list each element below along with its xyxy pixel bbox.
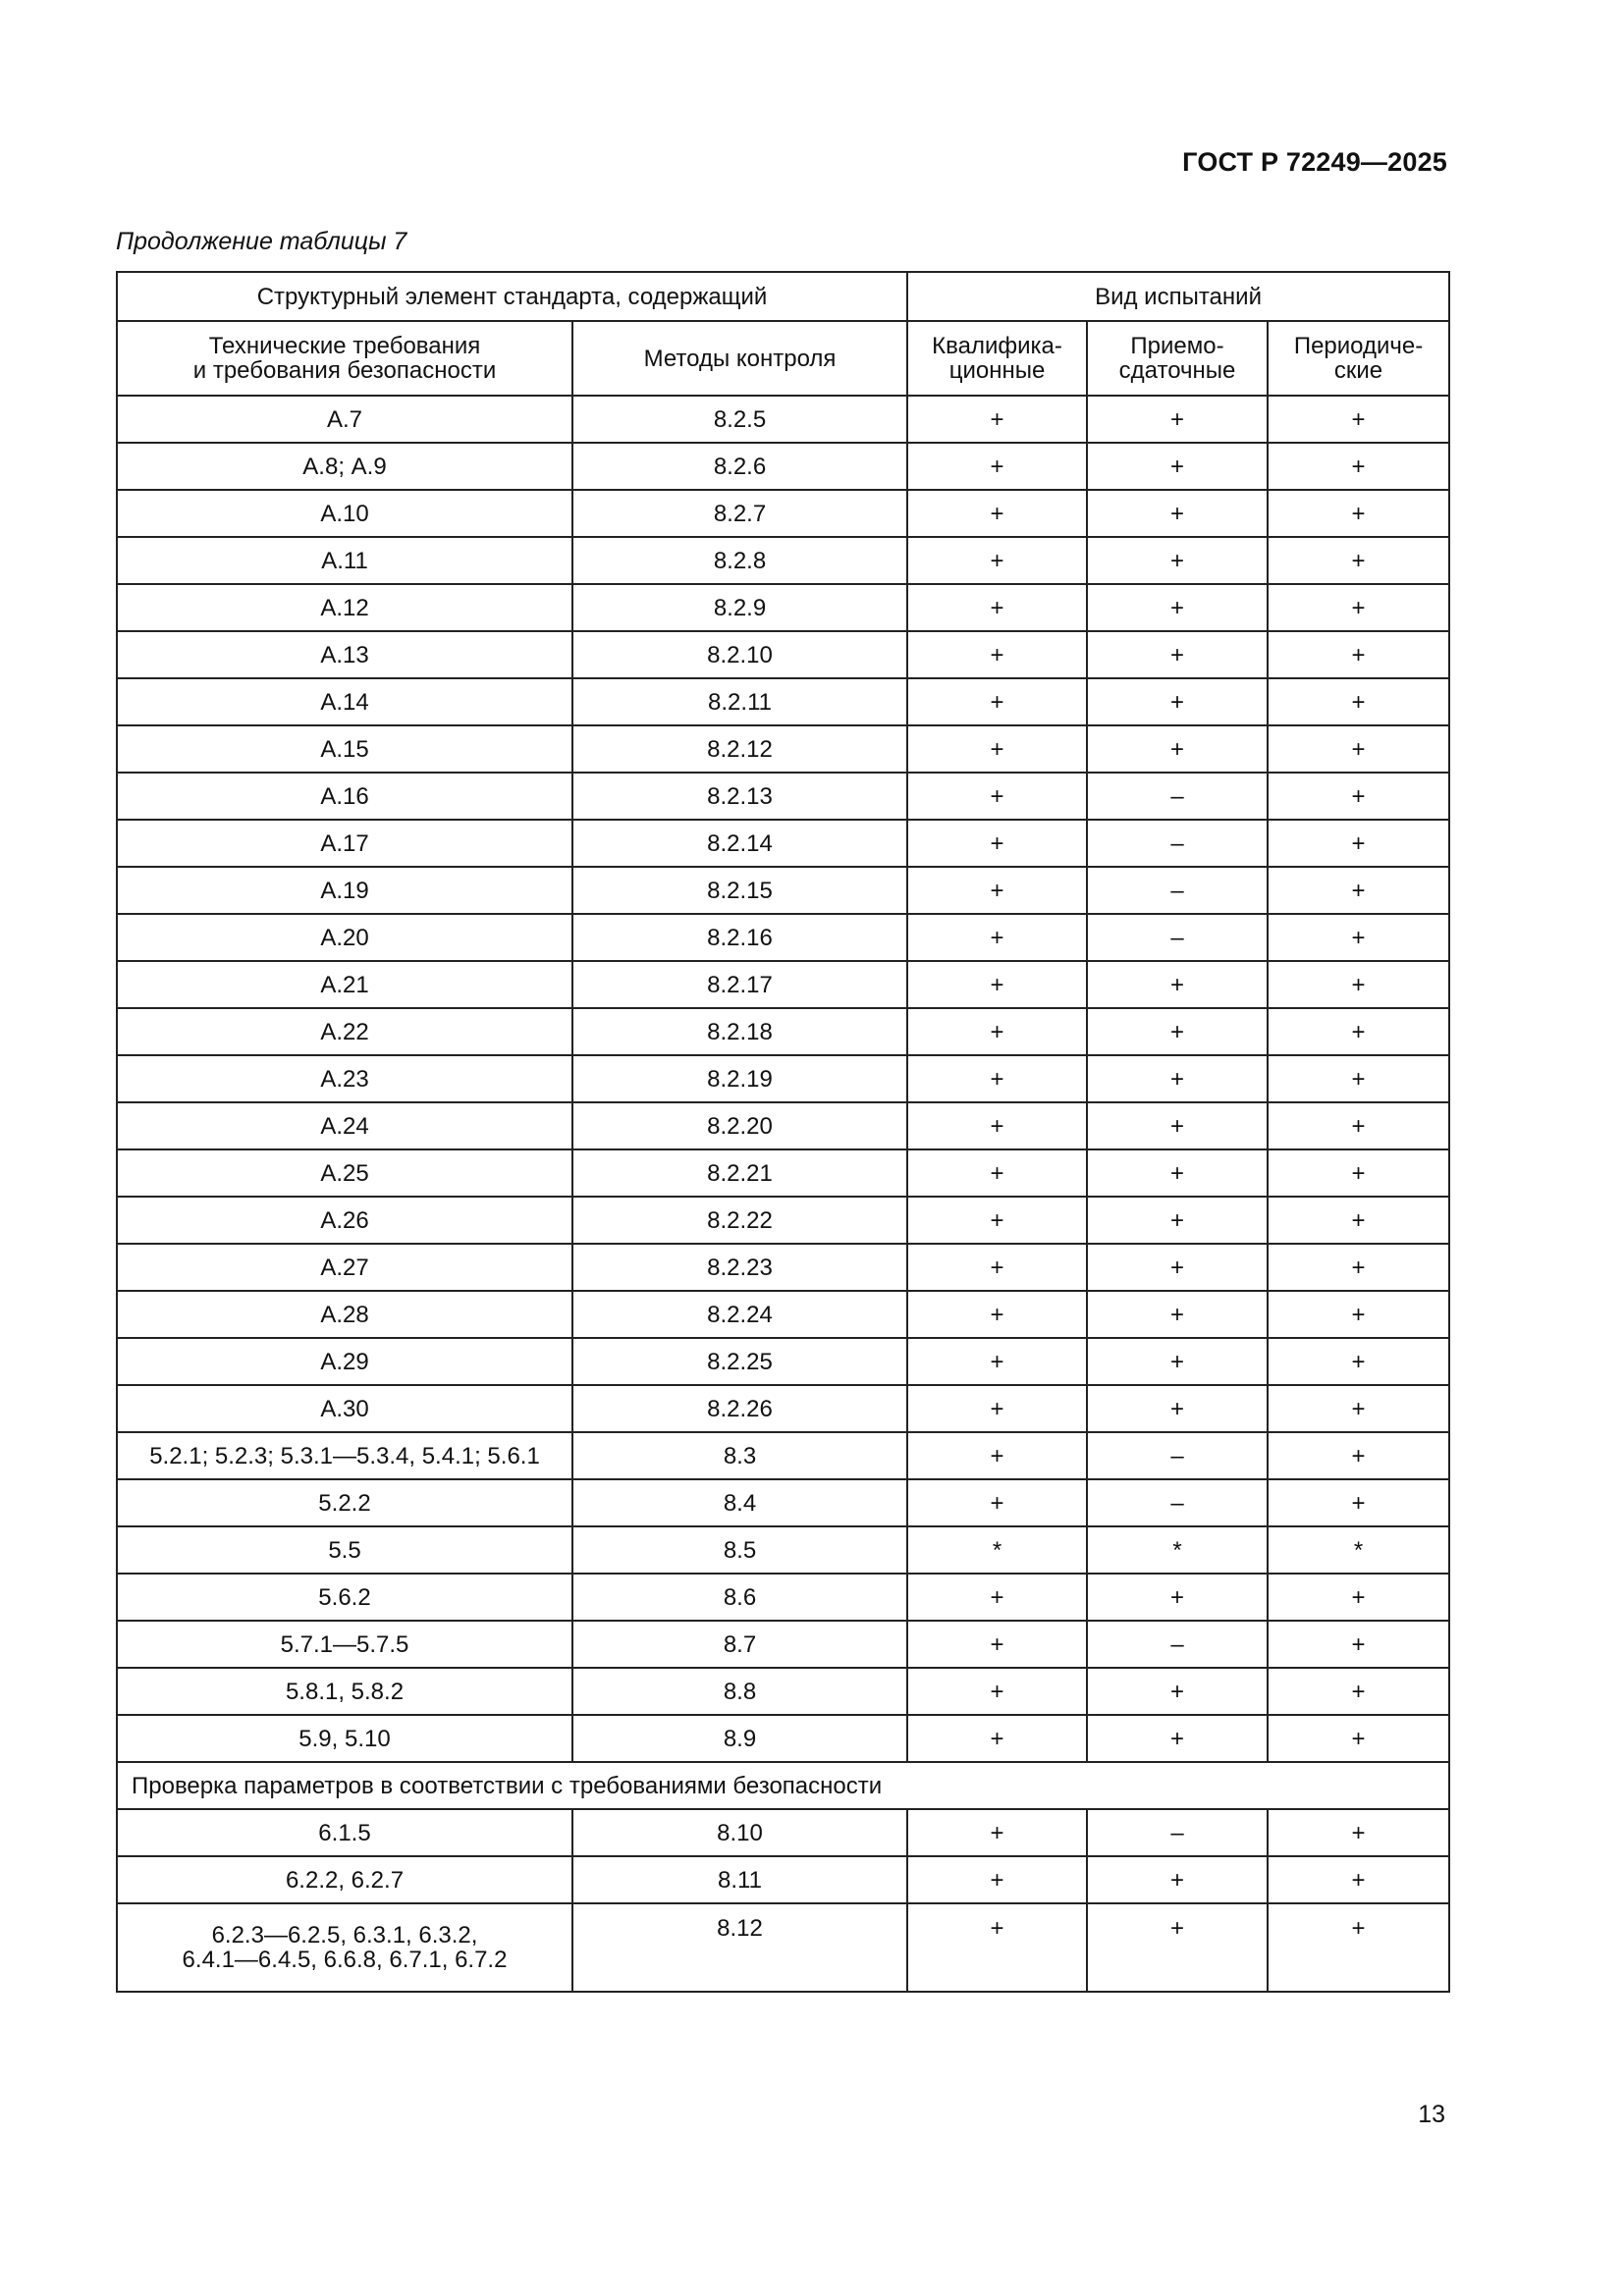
requirement-cell: 5.2.1; 5.2.3; 5.3.1—5.3.4, 5.4.1; 5.6.1 bbox=[117, 1432, 572, 1479]
requirement-cell bbox=[117, 1903, 572, 1992]
method-cell: 8.2.6 bbox=[572, 443, 907, 490]
method-cell: 8.2.26 bbox=[572, 1385, 907, 1432]
requirement-cell: А.7 bbox=[117, 396, 572, 443]
periodic-cell: + bbox=[1268, 1055, 1449, 1102]
periodic-cell: + bbox=[1268, 1809, 1449, 1856]
periodic-cell: + bbox=[1268, 1856, 1449, 1903]
method-cell: 8.2.5 bbox=[572, 396, 907, 443]
qualification-cell: + bbox=[907, 867, 1087, 914]
table-row bbox=[117, 1479, 1449, 1526]
acceptance-cell: + bbox=[1087, 961, 1268, 1008]
acceptance-cell: + bbox=[1087, 584, 1268, 631]
qualification-header-line2: ционные bbox=[948, 357, 1046, 384]
requirement-cell: А.28 bbox=[117, 1291, 572, 1338]
qualification-cell: + bbox=[907, 1338, 1087, 1385]
periodic-cell: + bbox=[1268, 1432, 1449, 1479]
periodic-cell: + bbox=[1268, 1338, 1449, 1385]
requirement-cell: А.25 bbox=[117, 1149, 572, 1197]
periodic-cell: + bbox=[1268, 1715, 1449, 1762]
acceptance-header-line1: Приемо- bbox=[1130, 333, 1224, 359]
table-row bbox=[117, 1055, 1449, 1102]
acceptance-cell: + bbox=[1087, 1291, 1268, 1338]
qualification-cell: + bbox=[907, 1055, 1087, 1102]
table-row bbox=[117, 1008, 1449, 1055]
test-types-table bbox=[116, 271, 1450, 1993]
qualification-cell: * bbox=[907, 1526, 1087, 1574]
qualification-cell: + bbox=[907, 961, 1087, 1008]
method-cell: 8.2.11 bbox=[572, 678, 907, 725]
periodic-cell: + bbox=[1268, 1197, 1449, 1244]
requirements-header-line1: Технические требования bbox=[208, 333, 481, 359]
table-row bbox=[117, 1903, 1449, 1992]
requirement-cell: А.16 bbox=[117, 773, 572, 820]
acceptance-cell: + bbox=[1087, 1338, 1268, 1385]
qualification-cell: + bbox=[907, 1856, 1087, 1903]
acceptance-cell: – bbox=[1087, 914, 1268, 961]
qualification-cell: + bbox=[907, 1715, 1087, 1762]
requirement-cell: А.24 bbox=[117, 1102, 572, 1149]
table-row bbox=[117, 1244, 1449, 1291]
qualification-cell: + bbox=[907, 1903, 1087, 1992]
qualification-cell: + bbox=[907, 773, 1087, 820]
qualification-cell: + bbox=[907, 1574, 1087, 1621]
table-row bbox=[117, 1526, 1449, 1574]
periodic-cell: + bbox=[1268, 961, 1449, 1008]
table-row bbox=[117, 820, 1449, 867]
periodic-cell: + bbox=[1268, 1008, 1449, 1055]
qualification-cell: + bbox=[907, 1479, 1087, 1526]
requirements-column-header bbox=[117, 321, 572, 396]
requirement-cell: А.20 bbox=[117, 914, 572, 961]
acceptance-cell: – bbox=[1087, 867, 1268, 914]
periodic-cell: + bbox=[1268, 820, 1449, 867]
qualification-cell: + bbox=[907, 1291, 1087, 1338]
table-row bbox=[117, 1668, 1449, 1715]
method-cell: 8.10 bbox=[572, 1809, 907, 1856]
acceptance-cell: – bbox=[1087, 1809, 1268, 1856]
requirement-cell: А.19 bbox=[117, 867, 572, 914]
acceptance-header-line2: сдаточные bbox=[1118, 357, 1236, 384]
method-cell: 8.2.17 bbox=[572, 961, 907, 1008]
method-cell: 8.2.14 bbox=[572, 820, 907, 867]
acceptance-cell: + bbox=[1087, 1197, 1268, 1244]
table-row bbox=[117, 961, 1449, 1008]
requirement-line: 6.2.3—6.2.5, 6.3.1, 6.3.2, bbox=[211, 1922, 478, 1949]
qualification-cell: + bbox=[907, 396, 1087, 443]
document-code: ГОСТ Р 72249—2025 bbox=[1182, 147, 1447, 177]
requirement-cell: А.30 bbox=[117, 1385, 572, 1432]
acceptance-cell: + bbox=[1087, 1903, 1268, 1992]
requirement-cell: А.29 bbox=[117, 1338, 572, 1385]
acceptance-cell: + bbox=[1087, 1385, 1268, 1432]
periodic-cell: + bbox=[1268, 490, 1449, 537]
method-cell: 8.2.13 bbox=[572, 773, 907, 820]
qualification-cell: + bbox=[907, 1432, 1087, 1479]
method-cell: 8.7 bbox=[572, 1621, 907, 1668]
requirement-cell: А.26 bbox=[117, 1197, 572, 1244]
acceptance-cell: – bbox=[1087, 1432, 1268, 1479]
table-row bbox=[117, 396, 1449, 443]
method-cell: 8.2.7 bbox=[572, 490, 907, 537]
acceptance-cell: + bbox=[1087, 1055, 1268, 1102]
method-cell: 8.2.16 bbox=[572, 914, 907, 961]
method-cell: 8.5 bbox=[572, 1526, 907, 1574]
periodic-cell: + bbox=[1268, 1102, 1449, 1149]
acceptance-cell: + bbox=[1087, 1668, 1268, 1715]
method-cell: 8.4 bbox=[572, 1479, 907, 1526]
acceptance-cell: + bbox=[1087, 1149, 1268, 1197]
qualification-header-line1: Квалифика- bbox=[932, 333, 1062, 359]
table-row bbox=[117, 725, 1449, 773]
requirement-cell: А.10 bbox=[117, 490, 572, 537]
method-cell: 8.2.15 bbox=[572, 867, 907, 914]
qualification-cell: + bbox=[907, 678, 1087, 725]
requirement-cell: А.12 bbox=[117, 584, 572, 631]
acceptance-cell: + bbox=[1087, 537, 1268, 584]
table-row bbox=[117, 443, 1449, 490]
method-cell: 8.2.21 bbox=[572, 1149, 907, 1197]
periodic-cell: + bbox=[1268, 1385, 1449, 1432]
acceptance-cell: + bbox=[1087, 1102, 1268, 1149]
requirement-cell: А.15 bbox=[117, 725, 572, 773]
qualification-cell: + bbox=[907, 1244, 1087, 1291]
qualification-cell: + bbox=[907, 725, 1087, 773]
table-continuation-caption: Продолжение таблицы 7 bbox=[116, 228, 407, 255]
requirement-cell: А.23 bbox=[117, 1055, 572, 1102]
periodic-cell: * bbox=[1268, 1526, 1449, 1574]
periodic-cell: + bbox=[1268, 1244, 1449, 1291]
structure-group-header: Структурный элемент стандарта, содержащий bbox=[117, 272, 907, 321]
requirement-cell: 5.6.2 bbox=[117, 1574, 572, 1621]
acceptance-cell: + bbox=[1087, 1244, 1268, 1291]
qualification-column-header bbox=[907, 321, 1087, 396]
periodic-cell: + bbox=[1268, 443, 1449, 490]
requirements-header-line2: и требования безопасности bbox=[192, 357, 497, 384]
periodic-cell: + bbox=[1268, 631, 1449, 678]
table-row bbox=[117, 1197, 1449, 1244]
qualification-cell: + bbox=[907, 820, 1087, 867]
qualification-cell: + bbox=[907, 1149, 1087, 1197]
qualification-cell: + bbox=[907, 490, 1087, 537]
table-row bbox=[117, 1291, 1449, 1338]
table-row bbox=[117, 537, 1449, 584]
table-row bbox=[117, 1574, 1449, 1621]
section-row bbox=[117, 1762, 1449, 1809]
table-row bbox=[117, 1809, 1449, 1856]
table-row bbox=[117, 1856, 1449, 1903]
requirement-cell: А.11 bbox=[117, 537, 572, 584]
acceptance-cell: – bbox=[1087, 773, 1268, 820]
acceptance-cell: + bbox=[1087, 1715, 1268, 1762]
table-row bbox=[117, 1102, 1449, 1149]
acceptance-cell: + bbox=[1087, 1574, 1268, 1621]
periodic-header-line2: ские bbox=[1333, 357, 1383, 384]
methods-column-header: Методы контроля bbox=[572, 321, 907, 396]
periodic-column-header bbox=[1268, 321, 1449, 396]
method-cell: 8.2.10 bbox=[572, 631, 907, 678]
table-row bbox=[117, 1432, 1449, 1479]
periodic-cell: + bbox=[1268, 537, 1449, 584]
requirement-cell: 5.9, 5.10 bbox=[117, 1715, 572, 1762]
requirement-cell: А.14 bbox=[117, 678, 572, 725]
acceptance-cell: + bbox=[1087, 631, 1268, 678]
table-group-header-row bbox=[117, 272, 1449, 321]
table-row bbox=[117, 678, 1449, 725]
periodic-cell: + bbox=[1268, 1479, 1449, 1526]
table-row bbox=[117, 584, 1449, 631]
periodic-cell: + bbox=[1268, 867, 1449, 914]
table-column-header-row bbox=[117, 321, 1449, 396]
periodic-cell: + bbox=[1268, 396, 1449, 443]
periodic-cell: + bbox=[1268, 1903, 1449, 1992]
page-number: 13 bbox=[1418, 2101, 1445, 2128]
periodic-cell: + bbox=[1268, 1574, 1449, 1621]
periodic-header-line1: Периодиче- bbox=[1293, 333, 1424, 359]
table-row bbox=[117, 773, 1449, 820]
acceptance-cell: + bbox=[1087, 1008, 1268, 1055]
qualification-cell: + bbox=[907, 1102, 1087, 1149]
requirement-cell: 6.2.2, 6.2.7 bbox=[117, 1856, 572, 1903]
acceptance-cell: + bbox=[1087, 1856, 1268, 1903]
table-row bbox=[117, 1621, 1449, 1668]
requirement-cell: 5.7.1—5.7.5 bbox=[117, 1621, 572, 1668]
requirement-cell: А.21 bbox=[117, 961, 572, 1008]
table-row bbox=[117, 867, 1449, 914]
requirement-cell: А.8; А.9 bbox=[117, 443, 572, 490]
method-cell: 8.2.18 bbox=[572, 1008, 907, 1055]
periodic-cell: + bbox=[1268, 914, 1449, 961]
periodic-cell: + bbox=[1268, 1668, 1449, 1715]
qualification-cell: + bbox=[907, 1668, 1087, 1715]
qualification-cell: + bbox=[907, 584, 1087, 631]
method-cell: 8.3 bbox=[572, 1432, 907, 1479]
method-cell: 8.2.20 bbox=[572, 1102, 907, 1149]
qualification-cell: + bbox=[907, 1621, 1087, 1668]
table-row bbox=[117, 631, 1449, 678]
method-cell: 8.12 bbox=[572, 1903, 907, 1992]
acceptance-column-header bbox=[1087, 321, 1268, 396]
table-row bbox=[117, 1149, 1449, 1197]
qualification-cell: + bbox=[907, 914, 1087, 961]
qualification-cell: + bbox=[907, 443, 1087, 490]
acceptance-cell: + bbox=[1087, 678, 1268, 725]
requirement-cell: 5.5 bbox=[117, 1526, 572, 1574]
method-cell: 8.2.8 bbox=[572, 537, 907, 584]
requirement-cell: 5.2.2 bbox=[117, 1479, 572, 1526]
periodic-cell: + bbox=[1268, 1621, 1449, 1668]
periodic-cell: + bbox=[1268, 584, 1449, 631]
table-row bbox=[117, 1715, 1449, 1762]
table-body bbox=[117, 396, 1449, 1992]
qualification-cell: + bbox=[907, 1385, 1087, 1432]
requirement-cell: А.22 bbox=[117, 1008, 572, 1055]
acceptance-cell: – bbox=[1087, 1479, 1268, 1526]
acceptance-cell: + bbox=[1087, 396, 1268, 443]
requirement-cell: 5.8.1, 5.8.2 bbox=[117, 1668, 572, 1715]
qualification-cell: + bbox=[907, 631, 1087, 678]
table-row bbox=[117, 490, 1449, 537]
method-cell: 8.6 bbox=[572, 1574, 907, 1621]
requirement-line: 6.4.1—6.4.5, 6.6.8, 6.7.1, 6.7.2 bbox=[182, 1947, 508, 1973]
periodic-cell: + bbox=[1268, 1149, 1449, 1197]
requirement-cell: 6.1.5 bbox=[117, 1809, 572, 1856]
method-cell: 8.2.19 bbox=[572, 1055, 907, 1102]
method-cell: 8.2.25 bbox=[572, 1338, 907, 1385]
periodic-cell: + bbox=[1268, 773, 1449, 820]
qualification-cell: + bbox=[907, 537, 1087, 584]
method-cell: 8.2.24 bbox=[572, 1291, 907, 1338]
periodic-cell: + bbox=[1268, 678, 1449, 725]
qualification-cell: + bbox=[907, 1809, 1087, 1856]
acceptance-cell: – bbox=[1087, 820, 1268, 867]
table-row bbox=[117, 1338, 1449, 1385]
method-cell: 8.2.23 bbox=[572, 1244, 907, 1291]
qualification-cell: + bbox=[907, 1008, 1087, 1055]
periodic-cell: + bbox=[1268, 725, 1449, 773]
periodic-cell: + bbox=[1268, 1291, 1449, 1338]
method-cell: 8.8 bbox=[572, 1668, 907, 1715]
method-cell: 8.2.12 bbox=[572, 725, 907, 773]
method-cell: 8.2.22 bbox=[572, 1197, 907, 1244]
method-cell: 8.9 bbox=[572, 1715, 907, 1762]
qualification-cell: + bbox=[907, 1197, 1087, 1244]
method-cell: 8.2.9 bbox=[572, 584, 907, 631]
method-cell: 8.11 bbox=[572, 1856, 907, 1903]
requirement-cell: А.17 bbox=[117, 820, 572, 867]
section-title: Проверка параметров в соответствии с требованиями безопасности bbox=[117, 1762, 1449, 1809]
acceptance-cell: * bbox=[1087, 1526, 1268, 1574]
acceptance-cell: + bbox=[1087, 490, 1268, 537]
table-row bbox=[117, 914, 1449, 961]
requirement-cell: А.13 bbox=[117, 631, 572, 678]
acceptance-cell: + bbox=[1087, 443, 1268, 490]
acceptance-cell: + bbox=[1087, 725, 1268, 773]
requirement-cell: А.27 bbox=[117, 1244, 572, 1291]
acceptance-cell: – bbox=[1087, 1621, 1268, 1668]
table-row bbox=[117, 1385, 1449, 1432]
test-kind-group-header: Вид испытаний bbox=[907, 272, 1449, 321]
